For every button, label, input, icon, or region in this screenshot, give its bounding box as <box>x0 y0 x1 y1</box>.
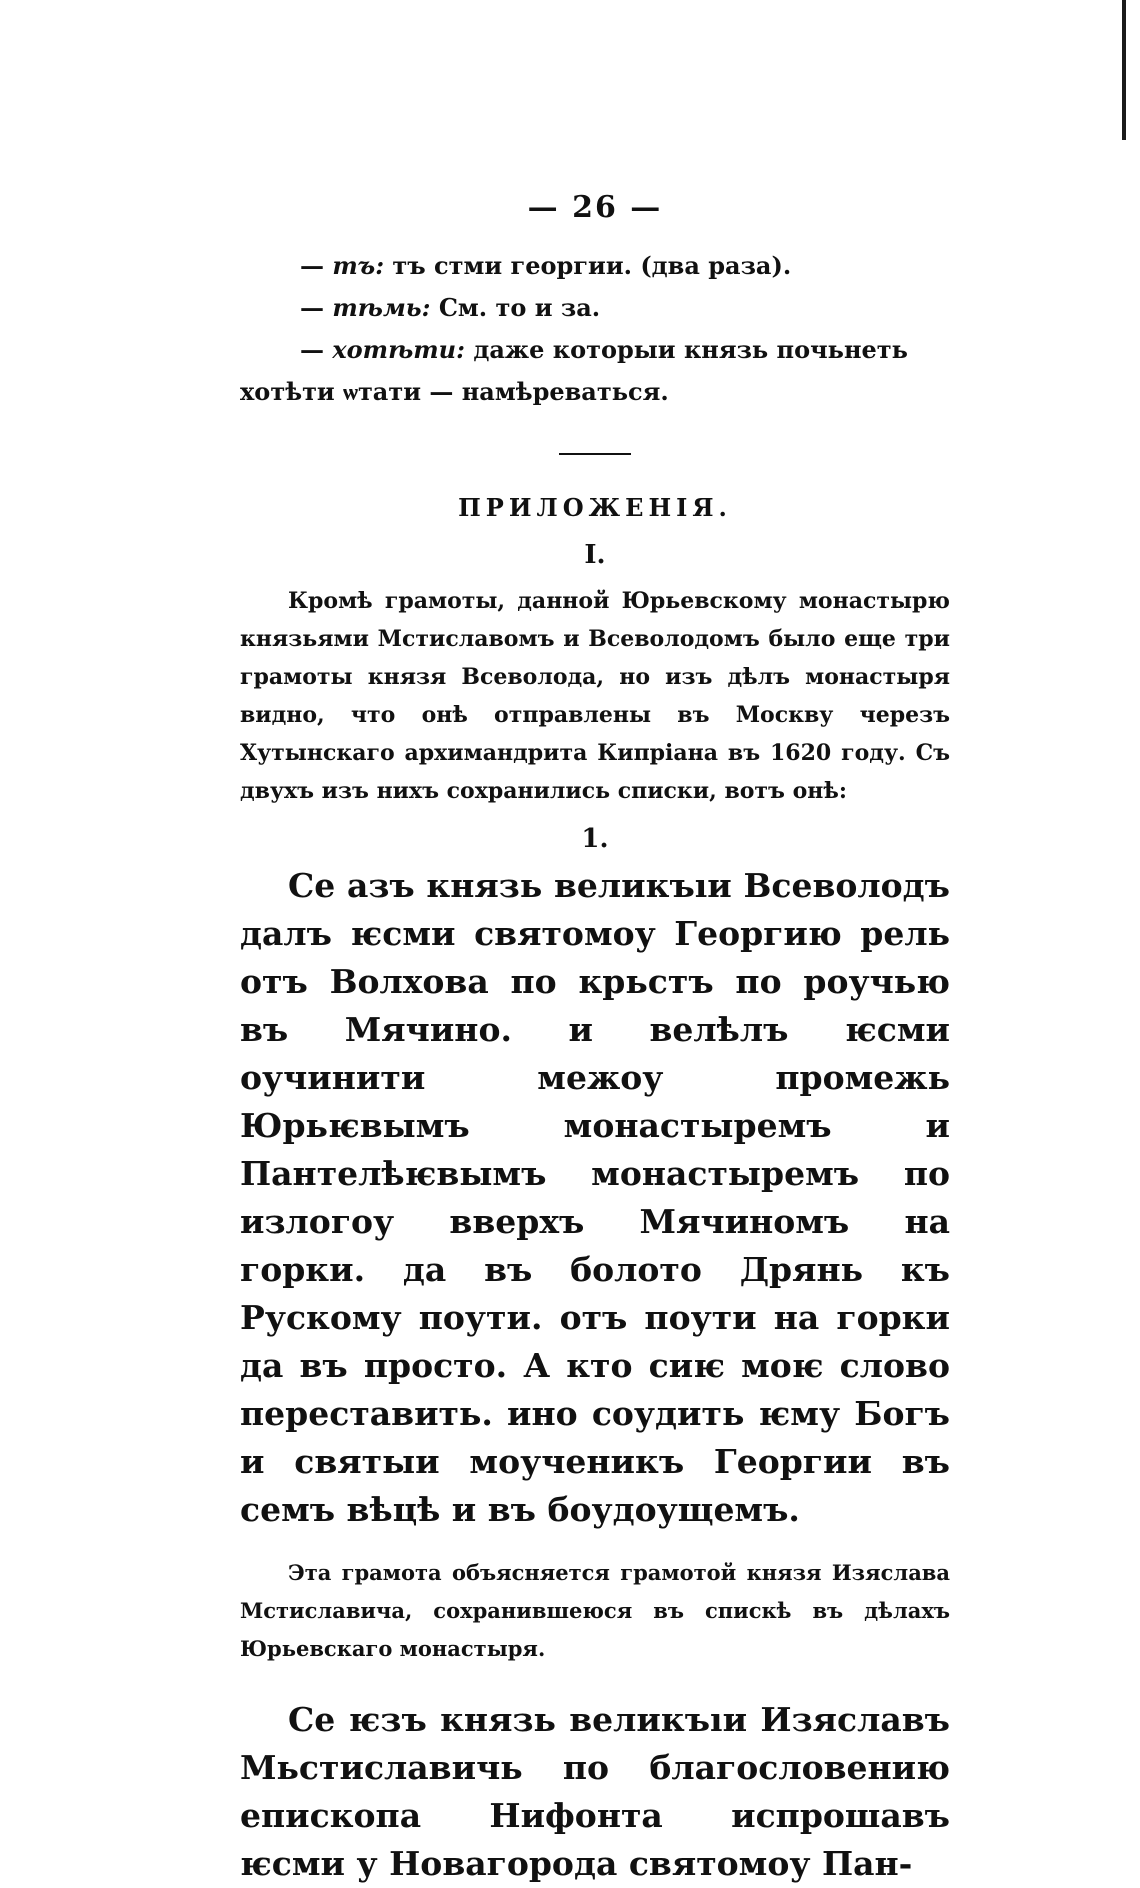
glossary-text: См. то и за. <box>430 293 601 322</box>
intro-paragraph: Кромѣ грамоты, данной Юрьевскому монастырю князьями Мстиславомъ и Всеволодомъ было еще три грамоты князя Всеволода, но изъ дѣлъ монастыря видно, что онѣ отправлены въ Москву черезъ Хутынскаго архимандрита Кипріана въ 1620 году. Съ двухъ изъ нихъ сохранились списки, вотъ онѣ: <box>240 588 950 804</box>
glossary-text: тъ стми георгии. (два раза). <box>384 251 792 280</box>
charter-text-2: Се ѥзъ князь великъıи Изяславъ Мьстиславичь по благословению епископа Нифонта испрошавъ ѥсми у Новагорода святомоу Пан- <box>240 1700 950 1883</box>
glossary-prefix: — <box>300 335 333 364</box>
explanatory-note: Эта грамота объясняется грамотой князя Изяслава Мстиславича, сохранившеюся въ спискѣ въ дѣлахъ Юрьевскаго монастыря. <box>240 1560 950 1661</box>
glossary-term: тѣмь: <box>332 293 431 322</box>
page-edge-line <box>1122 0 1126 140</box>
glossary-entry-1 <box>240 245 950 287</box>
glossary-entry-2 <box>240 287 950 329</box>
glossary-text: даже которыи князь почьнеть хотѣти ѡтати — намѣреваться. <box>240 335 908 406</box>
charter-text-1: Се азъ князь великъıи Всеволодъ далъ ѥсми святомоу Георгию рель отъ Волхова по крьстъ по роучью въ Мячино. и велѣлъ ѥсми оучинити межоу промежь Юрьѥвымъ монастыремъ и Пантелѣѥвымъ монастыремъ по излогоу вверхъ Мячиномъ на горки. да въ болото Дрянь къ Рускому поути. отъ поути на горки да въ просто. А кто сиѥ моѥ слово переставить. ино соудить ѥму Богъ и святыи моученикъ Георгии въ семъ вѣцѣ и въ боудоущемъ. <box>240 866 950 1529</box>
page-number: — 26 — <box>527 190 663 225</box>
section-title: ПРИЛОЖЕНІЯ. <box>458 493 732 522</box>
glossary-term: тъ: <box>332 251 385 280</box>
section-number: I. <box>584 540 606 570</box>
section-divider <box>559 453 631 455</box>
glossary-prefix: — <box>300 251 333 280</box>
book-page <box>240 190 950 1888</box>
charter-number: 1. <box>581 824 609 854</box>
glossary-prefix: — <box>300 293 333 322</box>
glossary-term: хотѣти: <box>332 335 465 364</box>
glossary-entry-3 <box>240 329 950 413</box>
